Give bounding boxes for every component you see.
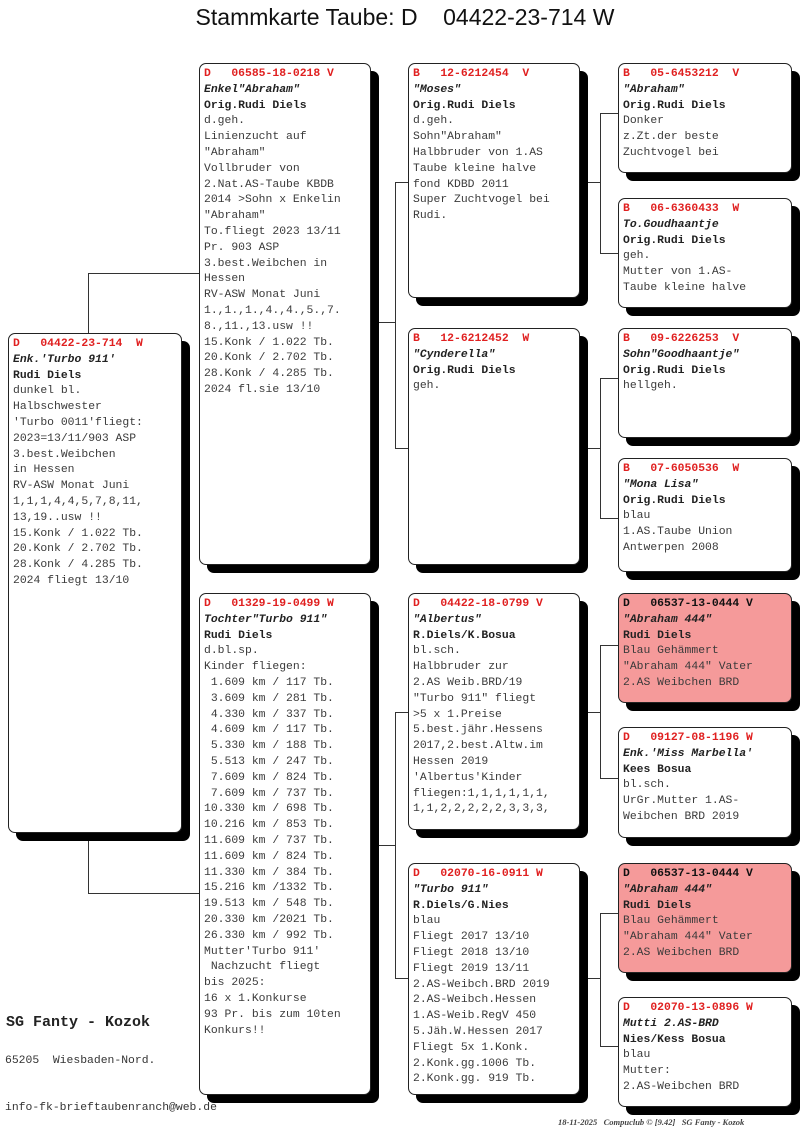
owner-name: Rudi Diels (623, 899, 692, 912)
card-note-line: >5 x 1.Preise (413, 708, 502, 721)
ring-number: D 06585-18-0218 V (204, 68, 334, 80)
card-note-line: bl.sch. (623, 779, 671, 792)
ring-number: D 06537-13-0444 V (623, 598, 753, 610)
pigeon-card-maternal-grandmother[interactable] (408, 863, 580, 1095)
pigeon-name: "Mona Lisa" (623, 478, 699, 491)
card-note-line: blau (413, 915, 441, 928)
card-note-line: 1.AS-Weib.RegV 450 (413, 1010, 537, 1023)
card-note-line: Vollbruder von (204, 162, 300, 175)
card-note-line: Fliegt 2017 13/10 (413, 931, 530, 944)
pigeon-name: "Moses" (413, 83, 461, 96)
owner-name: Orig.Rudi Diels (623, 234, 726, 247)
card-note-line: 2.AS-Weibch.Hessen (413, 994, 537, 1007)
card-note-line: 2024 fliegt 13/10 (13, 574, 130, 587)
ring-number: D 04422-23-714 W (13, 338, 143, 350)
card-note-line: z.Zt.der beste (623, 131, 719, 144)
card-note-line: geh. (623, 250, 651, 263)
pigeon-name: "Turbo 911" (413, 883, 489, 896)
card-note-line: bl.sch. (413, 645, 461, 658)
card-note-line: To.fliegt 2023 13/11 (204, 225, 341, 238)
card-note-line: 2.AS-Weibchen BRD (623, 1080, 740, 1093)
card-note-line: 19.513 km / 548 Tb. (204, 898, 334, 911)
card-note-line: hellgeh. (623, 380, 678, 393)
card-note-line: Hessen 2019 (413, 755, 489, 768)
connector-line (88, 893, 199, 894)
card-note-line: 15.216 km /1332 Tb. (204, 882, 334, 895)
breeder-name: SG Fanty - Kozok (6, 1014, 151, 1031)
card-note-line: d.bl.sp. (204, 645, 259, 658)
card-note-line: 11.609 km / 824 Tb. (204, 850, 334, 863)
connector-line (395, 182, 408, 183)
pigeon-card-mother[interactable] (199, 593, 371, 1095)
ring-number: B 12-6212454 V (413, 68, 530, 80)
pigeon-name: "Cynderella" (413, 348, 496, 361)
card-note-line: 28.Konk / 4.285 Tb. (204, 368, 334, 381)
card-note-line: Fliegt 2018 13/10 (413, 946, 530, 959)
pigeon-card-maternal-grandfather[interactable] (408, 593, 580, 830)
card-note-line: 1.609 km / 117 Tb. (204, 676, 334, 689)
owner-name: Orig.Rudi Diels (623, 99, 726, 112)
connector-line (88, 273, 89, 333)
ring-number: B 09-6226253 V (623, 333, 740, 345)
card-note-line: 15.Konk / 1.022 Tb. (13, 527, 143, 540)
pigeon-card-paternal-grandmother[interactable] (408, 328, 580, 565)
pigeon-card-great-grandparent[interactable] (618, 727, 792, 838)
page-title: Stammkarte Taube: D 04422-23-714 W (195, 4, 615, 30)
connector-line (379, 322, 395, 323)
ring-number: B 07-6050536 W (623, 463, 740, 475)
card-note-line: Blau Gehämmert (623, 915, 719, 928)
pigeon-name: "Abraham 444" (623, 613, 712, 626)
card-note-line: Kinder fliegen: (204, 661, 307, 674)
card-note-line: blau (623, 1049, 651, 1062)
card-note-line: in Hessen (13, 464, 75, 477)
card-note-line: Halbbruder von 1.AS (413, 146, 543, 159)
card-note-line: 3.best.Weibchen in (204, 257, 328, 270)
connector-line (88, 833, 89, 893)
owner-name: Orig.Rudi Diels (623, 494, 726, 507)
card-note-line: "Abraham 444" Vater (623, 661, 753, 674)
connector-line (395, 182, 396, 448)
card-note-line: Donker (623, 115, 665, 128)
card-note-line: 11.609 km / 737 Tb. (204, 834, 334, 847)
owner-name: R.Diels/K.Bosua (413, 629, 516, 642)
connector-line (600, 113, 601, 253)
card-note-line: Sohn"Abraham" (413, 131, 502, 144)
card-note-line: 5.Jäh.W.Hessen 2017 (413, 1025, 543, 1038)
card-note-line: 1,1,2,2,2,2,2,3,3,3, (413, 803, 550, 816)
connector-line (600, 645, 618, 646)
footer-credits: 18-11-2025 Compuclub © [9.42] SG Fanty - Kozok (558, 1117, 745, 1127)
card-note-line: Pr. 903 ASP (204, 241, 280, 254)
pigeon-name: Enk.'Turbo 911' (13, 353, 116, 366)
pigeon-name: "Abraham 444" (623, 883, 712, 896)
card-note-line: RV-ASW Monat Juni (13, 480, 130, 493)
card-note-line: 93 Pr. bis zum 10ten (204, 1008, 341, 1021)
connector-line (588, 182, 600, 183)
card-note-line: bis 2025: (204, 977, 266, 990)
pigeon-name: To.Goudhaantje (623, 218, 719, 231)
card-note-line: Halbschwester (13, 401, 102, 414)
ring-number: D 02070-16-0911 W (413, 868, 543, 880)
card-note-line: Mutter'Turbo 911' (204, 945, 321, 958)
card-note-line: 20.Konk / 2.702 Tb. (204, 352, 334, 365)
pigeon-card-great-grandparent[interactable] (618, 198, 792, 308)
card-note-line: 7.609 km / 737 Tb. (204, 787, 334, 800)
card-note-line: 26.330 km / 992 Tb. (204, 929, 334, 942)
owner-name: Orig.Rudi Diels (623, 364, 726, 377)
card-note-line: "Abraham" (204, 146, 266, 159)
pigeon-name: Mutti 2.AS-BRD (623, 1017, 719, 1030)
ring-number: B 05-6453212 V (623, 68, 740, 80)
owner-name: Nies/Kess Bosua (623, 1033, 726, 1046)
connector-line (588, 448, 600, 449)
card-note-line: 8.,11.,13.usw !! (204, 320, 314, 333)
ring-number: D 01329-19-0499 W (204, 598, 334, 610)
card-note-line: 10.216 km / 853 Tb. (204, 819, 334, 832)
card-note-line: 2017,2.best.Altw.im (413, 740, 543, 753)
connector-line (600, 253, 618, 254)
breeder-address: 65205 Wiesbaden-Nord. (5, 1055, 156, 1067)
pigeon-card-father[interactable] (199, 63, 371, 565)
card-note-line: 2024 fl.sie 13/10 (204, 383, 321, 396)
pigeon-name: "Abraham" (623, 83, 685, 96)
card-note-line: Rudi. (413, 210, 448, 223)
connector-line (395, 712, 396, 978)
card-note-line: 2.Nat.AS-Taube KBDB (204, 178, 334, 191)
owner-name: Orig.Rudi Diels (413, 99, 516, 112)
connector-line (600, 1046, 618, 1047)
card-note-line: 4.609 km / 117 Tb. (204, 724, 334, 737)
card-note-line: Antwerpen 2008 (623, 541, 719, 554)
connector-line (395, 978, 408, 979)
ring-number: D 06537-13-0444 V (623, 868, 753, 880)
connector-line (600, 378, 618, 379)
card-note-line: 'Turbo 0011'fliegt: (13, 416, 143, 429)
card-note-line: UrGr.Mutter 1.AS- (623, 795, 740, 808)
breeder-email[interactable]: info-fk-brieftaubenranch@web.de (5, 1102, 217, 1114)
pigeon-card-great-grandparent[interactable] (618, 63, 792, 173)
owner-name: R.Diels/G.Nies (413, 899, 509, 912)
card-note-line: Taube kleine halve (413, 162, 537, 175)
card-note-line: geh. (413, 380, 441, 393)
card-note-line: 2.AS Weib.BRD/19 (413, 676, 523, 689)
ring-number: B 06-6360433 W (623, 203, 740, 215)
pigeon-name: Sohn"Goodhaantje" (623, 348, 740, 361)
card-note-line: Hessen (204, 273, 246, 286)
pigeon-name: Enkel"Abraham" (204, 83, 300, 96)
card-note-line: 3.best.Weibchen (13, 448, 116, 461)
connector-line (395, 448, 408, 449)
card-note-line: 3.609 km / 281 Tb. (204, 692, 334, 705)
card-note-line: blau (623, 510, 651, 523)
card-note-line: 1,1,1,4,4,5,7,8,11, (13, 495, 143, 508)
card-note-line: Mutter von 1.AS- (623, 266, 733, 279)
pigeon-card-great-grandparent[interactable] (618, 863, 792, 973)
card-note-line: 2.Konk.gg. 919 Tb. (413, 1073, 537, 1086)
card-note-line: Mutter: (623, 1065, 671, 1078)
pigeon-card-subject[interactable] (8, 333, 182, 833)
ring-number: D 02070-13-0896 W (623, 1002, 753, 1014)
card-note-line: Halbbruder zur (413, 661, 509, 674)
card-note-line: Super Zuchtvogel bei (413, 194, 550, 207)
connector-line (588, 978, 600, 979)
owner-name: Rudi Diels (623, 629, 692, 642)
owner-name: Rudi Diels (204, 629, 273, 642)
card-note-line: 16 x 1.Konkurse (204, 992, 307, 1005)
connector-line (600, 778, 618, 779)
card-note-line: 1.AS.Taube Union (623, 526, 733, 539)
connector-line (600, 518, 618, 519)
card-note-line: 11.330 km / 384 Tb. (204, 866, 334, 879)
pigeon-name: Enk.'Miss Marbella' (623, 747, 753, 760)
card-note-line: RV-ASW Monat Juni (204, 289, 321, 302)
pigeon-card-great-grandparent[interactable] (618, 593, 792, 703)
card-note-line: Nachzucht fliegt (204, 961, 321, 974)
owner-name: Rudi Diels (13, 369, 82, 382)
card-note-line: d.geh. (204, 115, 246, 128)
card-note-line: 13,19..usw !! (13, 511, 102, 524)
pigeon-card-great-grandparent[interactable] (618, 458, 792, 572)
owner-name: Orig.Rudi Diels (413, 364, 516, 377)
card-note-line: 10.330 km / 698 Tb. (204, 803, 334, 816)
owner-name: Kees Bosua (623, 763, 692, 776)
card-note-line: Zuchtvogel bei (623, 146, 719, 159)
card-note-line: 2.AS Weibchen BRD (623, 946, 740, 959)
connector-line (600, 378, 601, 518)
card-note-line: 1.,1.,1.,4.,4.,5.,7. (204, 304, 341, 317)
connector-line (395, 712, 408, 713)
card-note-line: Fliegt 5x 1.Konk. (413, 1041, 530, 1054)
pigeon-name: "Albertus" (413, 613, 482, 626)
card-note-line: 2.AS Weibchen BRD (623, 676, 740, 689)
card-note-line: "Turbo 911" fliegt (413, 692, 537, 705)
card-note-line: 15.Konk / 1.022 Tb. (204, 336, 334, 349)
card-note-line: 2.AS-Weibch.BRD 2019 (413, 978, 550, 991)
card-note-line: 28.Konk / 4.285 Tb. (13, 559, 143, 572)
pigeon-name: Tochter"Turbo 911" (204, 613, 328, 626)
pigeon-card-paternal-grandfather[interactable] (408, 63, 580, 298)
card-note-line: Blau Gehämmert (623, 645, 719, 658)
connector-line (600, 913, 601, 1046)
connector-line (588, 712, 600, 713)
card-note-line: dunkel bl. (13, 385, 82, 398)
owner-name: Orig.Rudi Diels (204, 99, 307, 112)
card-note-line: 5.330 km / 188 Tb. (204, 740, 334, 753)
pigeon-card-great-grandparent[interactable] (618, 997, 792, 1107)
card-note-line: Konkurs!! (204, 1024, 266, 1037)
connector-line (600, 645, 601, 778)
card-note-line: 2014 >Sohn x Enkelin (204, 194, 341, 207)
connector-line (600, 913, 618, 914)
card-note-line: fond KDBD 2011 (413, 178, 509, 191)
card-note-line: 2.Konk.gg.1006 Tb. (413, 1057, 537, 1070)
ring-number: B 12-6212452 W (413, 333, 530, 345)
card-note-line: 4.330 km / 337 Tb. (204, 708, 334, 721)
card-note-line: 5.best.jähr.Hessens (413, 724, 543, 737)
card-note-line: d.geh. (413, 115, 455, 128)
card-note-line: 20.Konk / 2.702 Tb. (13, 543, 143, 556)
card-note-line: 20.330 km /2021 Tb. (204, 913, 334, 926)
card-note-line: "Abraham 444" Vater (623, 931, 753, 944)
card-note-line: fliegen:1,1,1,1,1,1, (413, 787, 550, 800)
connector-line (379, 845, 395, 846)
card-note-line: Linienzucht auf (204, 131, 307, 144)
ring-number: D 04422-18-0799 V (413, 598, 543, 610)
card-note-line: Taube kleine halve (623, 281, 747, 294)
card-note-line: 7.609 km / 824 Tb. (204, 771, 334, 784)
card-note-line: 5.513 km / 247 Tb. (204, 755, 334, 768)
connector-line (600, 113, 618, 114)
card-note-line: 'Albertus'Kinder (413, 771, 523, 784)
pigeon-card-great-grandparent[interactable] (618, 328, 792, 438)
card-note-line: 2023=13/11/903 ASP (13, 432, 137, 445)
card-note-line: Weibchen BRD 2019 (623, 810, 740, 823)
card-note-line: Fliegt 2019 13/11 (413, 962, 530, 975)
ring-number: D 09127-08-1196 W (623, 732, 753, 744)
card-note-line: "Abraham" (204, 210, 266, 223)
connector-line (88, 273, 199, 274)
